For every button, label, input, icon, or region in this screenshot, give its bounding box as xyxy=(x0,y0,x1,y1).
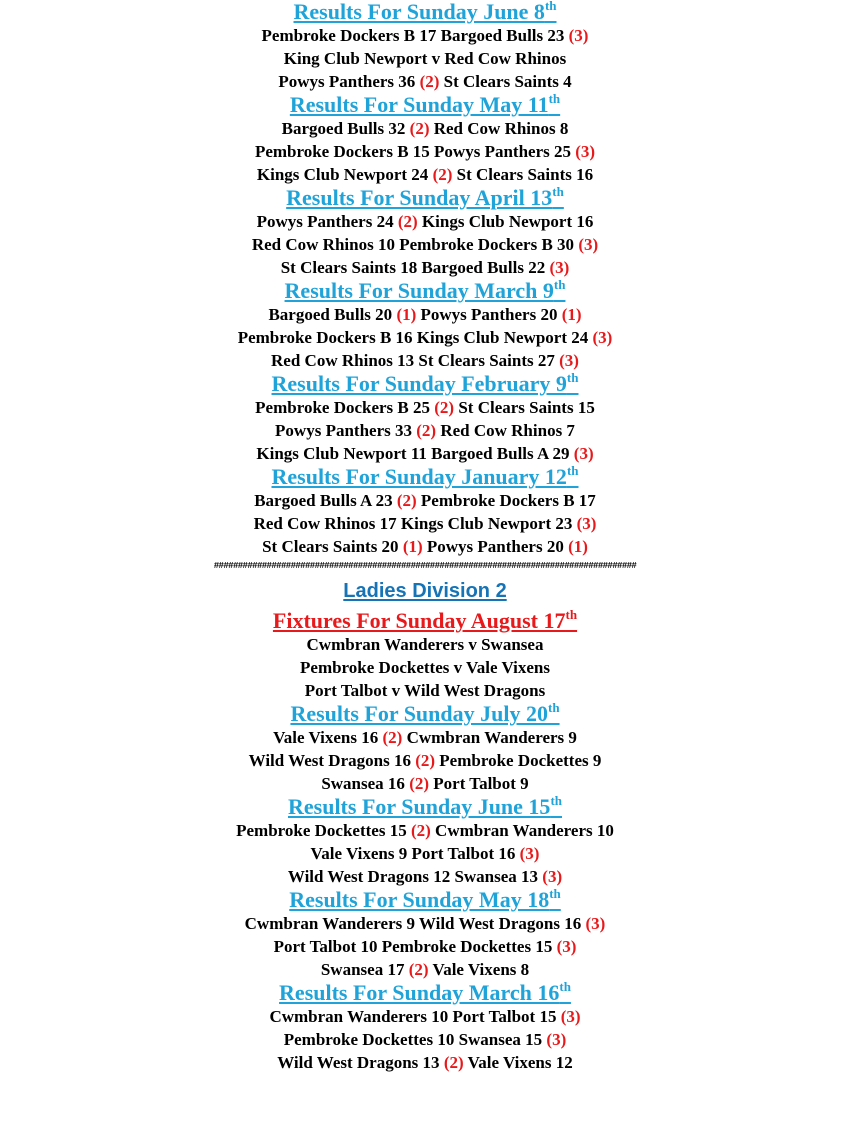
ladies-division-2 xyxy=(0,609,850,1074)
match-line xyxy=(0,489,850,512)
points-badge: (2) xyxy=(432,165,453,184)
match-text-tail: Cwmbran Wanderers 10 xyxy=(430,821,614,840)
match-line xyxy=(0,726,850,749)
heading-title: Fixtures For Sunday August 17 xyxy=(272,608,566,633)
section-heading xyxy=(0,609,850,633)
points-badge: (2) xyxy=(443,1053,464,1072)
match-text: Bargoed Bulls 32 xyxy=(281,119,410,138)
match-text-tail: Red Cow Rhinos 7 xyxy=(436,421,575,440)
section-heading xyxy=(0,702,850,726)
heading-title: Results For Sunday May 18 xyxy=(289,887,550,912)
match-text-tail: Cwmbran Wanderers 9 xyxy=(402,728,577,747)
match-text-tail: St Clears Saints 4 xyxy=(439,72,572,91)
match-text: St Clears Saints 20 xyxy=(262,537,403,556)
heading-ordinal-suffix: th xyxy=(548,91,561,106)
match-line xyxy=(0,1051,850,1074)
section-heading xyxy=(0,465,850,489)
heading-ordinal-suffix: th xyxy=(544,0,557,13)
section-block xyxy=(0,372,850,465)
section-block xyxy=(0,702,850,795)
match-line xyxy=(0,912,850,935)
points-badge: (2) xyxy=(396,491,417,510)
points-badge: (2) xyxy=(409,774,430,793)
match-text: King Club Newport v Red Cow Rhinos xyxy=(283,49,567,68)
heading-title: Results For Sunday May 11 xyxy=(289,92,549,117)
match-text: Cwmbran Wanderers v Swansea xyxy=(306,635,544,654)
section-block xyxy=(0,795,850,888)
section-heading xyxy=(0,795,850,819)
points-badge: (3) xyxy=(549,258,570,277)
match-line xyxy=(0,326,850,349)
match-text: Port Talbot 10 Pembroke Dockettes 15 xyxy=(273,937,557,956)
match-line xyxy=(0,47,850,70)
match-text-tail: Vale Vixens 8 xyxy=(428,960,530,979)
points-badge: (1) xyxy=(402,537,423,556)
heading-title: Results For Sunday July 20 xyxy=(290,701,548,726)
match-text: Kings Club Newport 24 xyxy=(256,165,433,184)
match-line xyxy=(0,842,850,865)
heading-ordinal-suffix: th xyxy=(566,463,579,478)
section-heading-text xyxy=(288,794,562,819)
match-text: Bargoed Bulls 20 xyxy=(268,305,397,324)
match-text: Swansea 17 xyxy=(320,960,409,979)
match-text: Pembroke Dockettes 15 xyxy=(236,821,411,840)
match-line xyxy=(0,749,850,772)
match-text: Wild West Dragons 13 xyxy=(277,1053,444,1072)
heading-ordinal-suffix: th xyxy=(566,370,579,385)
points-badge: (3) xyxy=(542,867,563,886)
points-badge: (3) xyxy=(556,937,577,956)
match-line xyxy=(0,958,850,981)
points-badge: (3) xyxy=(568,26,589,45)
section-block xyxy=(0,0,850,93)
match-text-tail: Kings Club Newport 16 xyxy=(417,212,594,231)
match-text: Cwmbran Wanderers 10 Port Talbot 15 xyxy=(269,1007,561,1026)
points-badge: (1) xyxy=(561,305,582,324)
points-badge: (3) xyxy=(585,914,606,933)
match-line xyxy=(0,256,850,279)
section-heading xyxy=(0,186,850,210)
match-line xyxy=(0,772,850,795)
match-line xyxy=(0,1028,850,1051)
match-text: Vale Vixens 9 Port Talbot 16 xyxy=(310,844,520,863)
match-text-tail: Pembroke Dockettes 9 xyxy=(435,751,602,770)
match-line xyxy=(0,535,850,558)
match-text: Red Cow Rhinos 17 Kings Club Newport 23 xyxy=(253,514,577,533)
match-line xyxy=(0,396,850,419)
section-heading-text xyxy=(272,464,579,489)
match-text: Pembroke Dockers B 17 Bargoed Bulls 23 xyxy=(261,26,569,45)
match-text: Vale Vixens 16 xyxy=(273,728,383,747)
match-line xyxy=(0,1005,850,1028)
match-line xyxy=(0,935,850,958)
section-heading xyxy=(0,0,850,24)
heading-title: Results For Sunday June 8 xyxy=(293,0,545,24)
match-line xyxy=(0,233,850,256)
section-heading xyxy=(0,93,850,117)
section-heading-text xyxy=(272,371,579,396)
section-heading-text xyxy=(285,278,566,303)
match-text: Wild West Dragons 12 Swansea 13 xyxy=(287,867,543,886)
heading-ordinal-suffix: th xyxy=(565,607,578,622)
match-text: Cwmbran Wanderers 9 Wild West Dragons 16 xyxy=(244,914,586,933)
points-badge: (3) xyxy=(592,328,613,347)
match-text-tail: Powys Panthers 20 xyxy=(416,305,562,324)
match-line xyxy=(0,679,850,702)
heading-ordinal-suffix: th xyxy=(550,793,562,808)
section-block xyxy=(0,609,850,702)
match-line xyxy=(0,512,850,535)
match-line xyxy=(0,419,850,442)
match-text: Red Cow Rhinos 10 Pembroke Dockers B 30 xyxy=(251,235,579,254)
match-text: Swansea 16 xyxy=(321,774,410,793)
match-text-tail: St Clears Saints 15 xyxy=(454,398,595,417)
points-badge: (2) xyxy=(434,398,455,417)
match-text-tail: Powys Panthers 20 xyxy=(422,537,569,556)
points-badge: (1) xyxy=(396,305,417,324)
section-block xyxy=(0,465,850,558)
points-badge: (3) xyxy=(546,1030,567,1049)
match-text-tail: Red Cow Rhinos 8 xyxy=(429,119,569,138)
points-badge: (2) xyxy=(415,751,436,770)
match-text-tail: Vale Vixens 12 xyxy=(463,1053,573,1072)
section-heading-text xyxy=(273,608,577,633)
match-text: Powys Panthers 36 xyxy=(278,72,420,91)
section-block xyxy=(0,279,850,372)
section-heading xyxy=(0,279,850,303)
hash-divider: ######################################################################################## xyxy=(213,561,637,571)
points-badge: (1) xyxy=(568,537,588,556)
points-badge: (2) xyxy=(409,119,430,138)
section-heading-text xyxy=(290,701,559,726)
heading-title: Results For Sunday March 16 xyxy=(279,980,560,1005)
section-heading-text xyxy=(279,980,571,1005)
match-text: Bargoed Bulls A 23 xyxy=(254,491,397,510)
match-line xyxy=(0,303,850,326)
points-badge: (3) xyxy=(575,142,596,161)
points-badge: (2) xyxy=(408,960,429,979)
heading-ordinal-suffix: th xyxy=(549,886,561,901)
section-block xyxy=(0,888,850,981)
points-badge: (2) xyxy=(419,72,440,91)
points-badge: (2) xyxy=(382,728,403,747)
match-line xyxy=(0,349,850,372)
match-text: Pembroke Dockers B 15 Powys Panthers 25 xyxy=(254,142,576,161)
match-text: Powys Panthers 24 xyxy=(256,212,398,231)
match-text: Red Cow Rhinos 13 St Clears Saints 27 xyxy=(271,351,560,370)
heading-ordinal-suffix: th xyxy=(553,277,566,292)
match-line xyxy=(0,140,850,163)
match-line xyxy=(0,117,850,140)
heading-ordinal-suffix: th xyxy=(552,184,564,199)
points-badge: (3) xyxy=(576,514,597,533)
heading-title: Results For Sunday January 12 xyxy=(271,464,567,489)
points-badge: (3) xyxy=(559,351,579,370)
section-heading xyxy=(0,888,850,912)
match-line xyxy=(0,442,850,465)
match-text-tail: St Clears Saints 16 xyxy=(452,165,594,184)
division-1-results xyxy=(0,0,850,558)
section-block xyxy=(0,93,850,186)
match-text: Pembroke Dockers B 25 xyxy=(255,398,435,417)
match-text: Wild West Dragons 16 xyxy=(248,751,416,770)
match-text: Port Talbot v Wild West Dragons xyxy=(304,681,546,700)
points-badge: (3) xyxy=(573,444,594,463)
match-line xyxy=(0,70,850,93)
section-heading-text xyxy=(289,887,561,912)
section-heading-text xyxy=(294,0,557,24)
heading-title: Results For Sunday February 9 xyxy=(271,371,567,396)
section-block xyxy=(0,186,850,279)
heading-ordinal-suffix: th xyxy=(547,700,560,715)
section-block xyxy=(0,981,850,1074)
section-heading-text xyxy=(286,185,564,210)
match-line xyxy=(0,210,850,233)
match-text: Pembroke Dockers B 16 Kings Club Newport 24 xyxy=(237,328,593,347)
match-line xyxy=(0,656,850,679)
match-line xyxy=(0,163,850,186)
match-text-tail: Pembroke Dockers B 17 xyxy=(416,491,596,510)
match-line xyxy=(0,819,850,842)
heading-title: Results For Sunday April 13 xyxy=(286,185,553,210)
section-heading xyxy=(0,372,850,396)
points-badge: (3) xyxy=(519,844,540,863)
points-badge: (3) xyxy=(578,235,599,254)
points-badge: (2) xyxy=(410,821,431,840)
match-text: Pembroke Dockettes 10 Swansea 15 xyxy=(283,1030,547,1049)
match-text: Powys Panthers 33 xyxy=(275,421,417,440)
match-line xyxy=(0,633,850,656)
heading-title: Results For Sunday June 15 xyxy=(288,794,551,819)
match-line xyxy=(0,24,850,47)
section-heading-text xyxy=(290,92,560,117)
points-badge: (3) xyxy=(560,1007,581,1026)
match-text-tail: Port Talbot 9 xyxy=(429,774,529,793)
points-badge: (2) xyxy=(416,421,437,440)
match-text: St Clears Saints 18 Bargoed Bulls 22 xyxy=(280,258,550,277)
section-heading xyxy=(0,981,850,1005)
match-text: Kings Club Newport 11 Bargoed Bulls A 29 xyxy=(256,444,574,463)
match-text: Pembroke Dockettes v Vale Vixens xyxy=(300,658,550,677)
match-line xyxy=(0,865,850,888)
points-badge: (2) xyxy=(397,212,418,231)
heading-title: Results For Sunday March 9 xyxy=(284,278,554,303)
division-title xyxy=(0,577,850,605)
heading-ordinal-suffix: th xyxy=(559,979,571,994)
division-title-text: Ladies Division 2 xyxy=(343,580,507,602)
